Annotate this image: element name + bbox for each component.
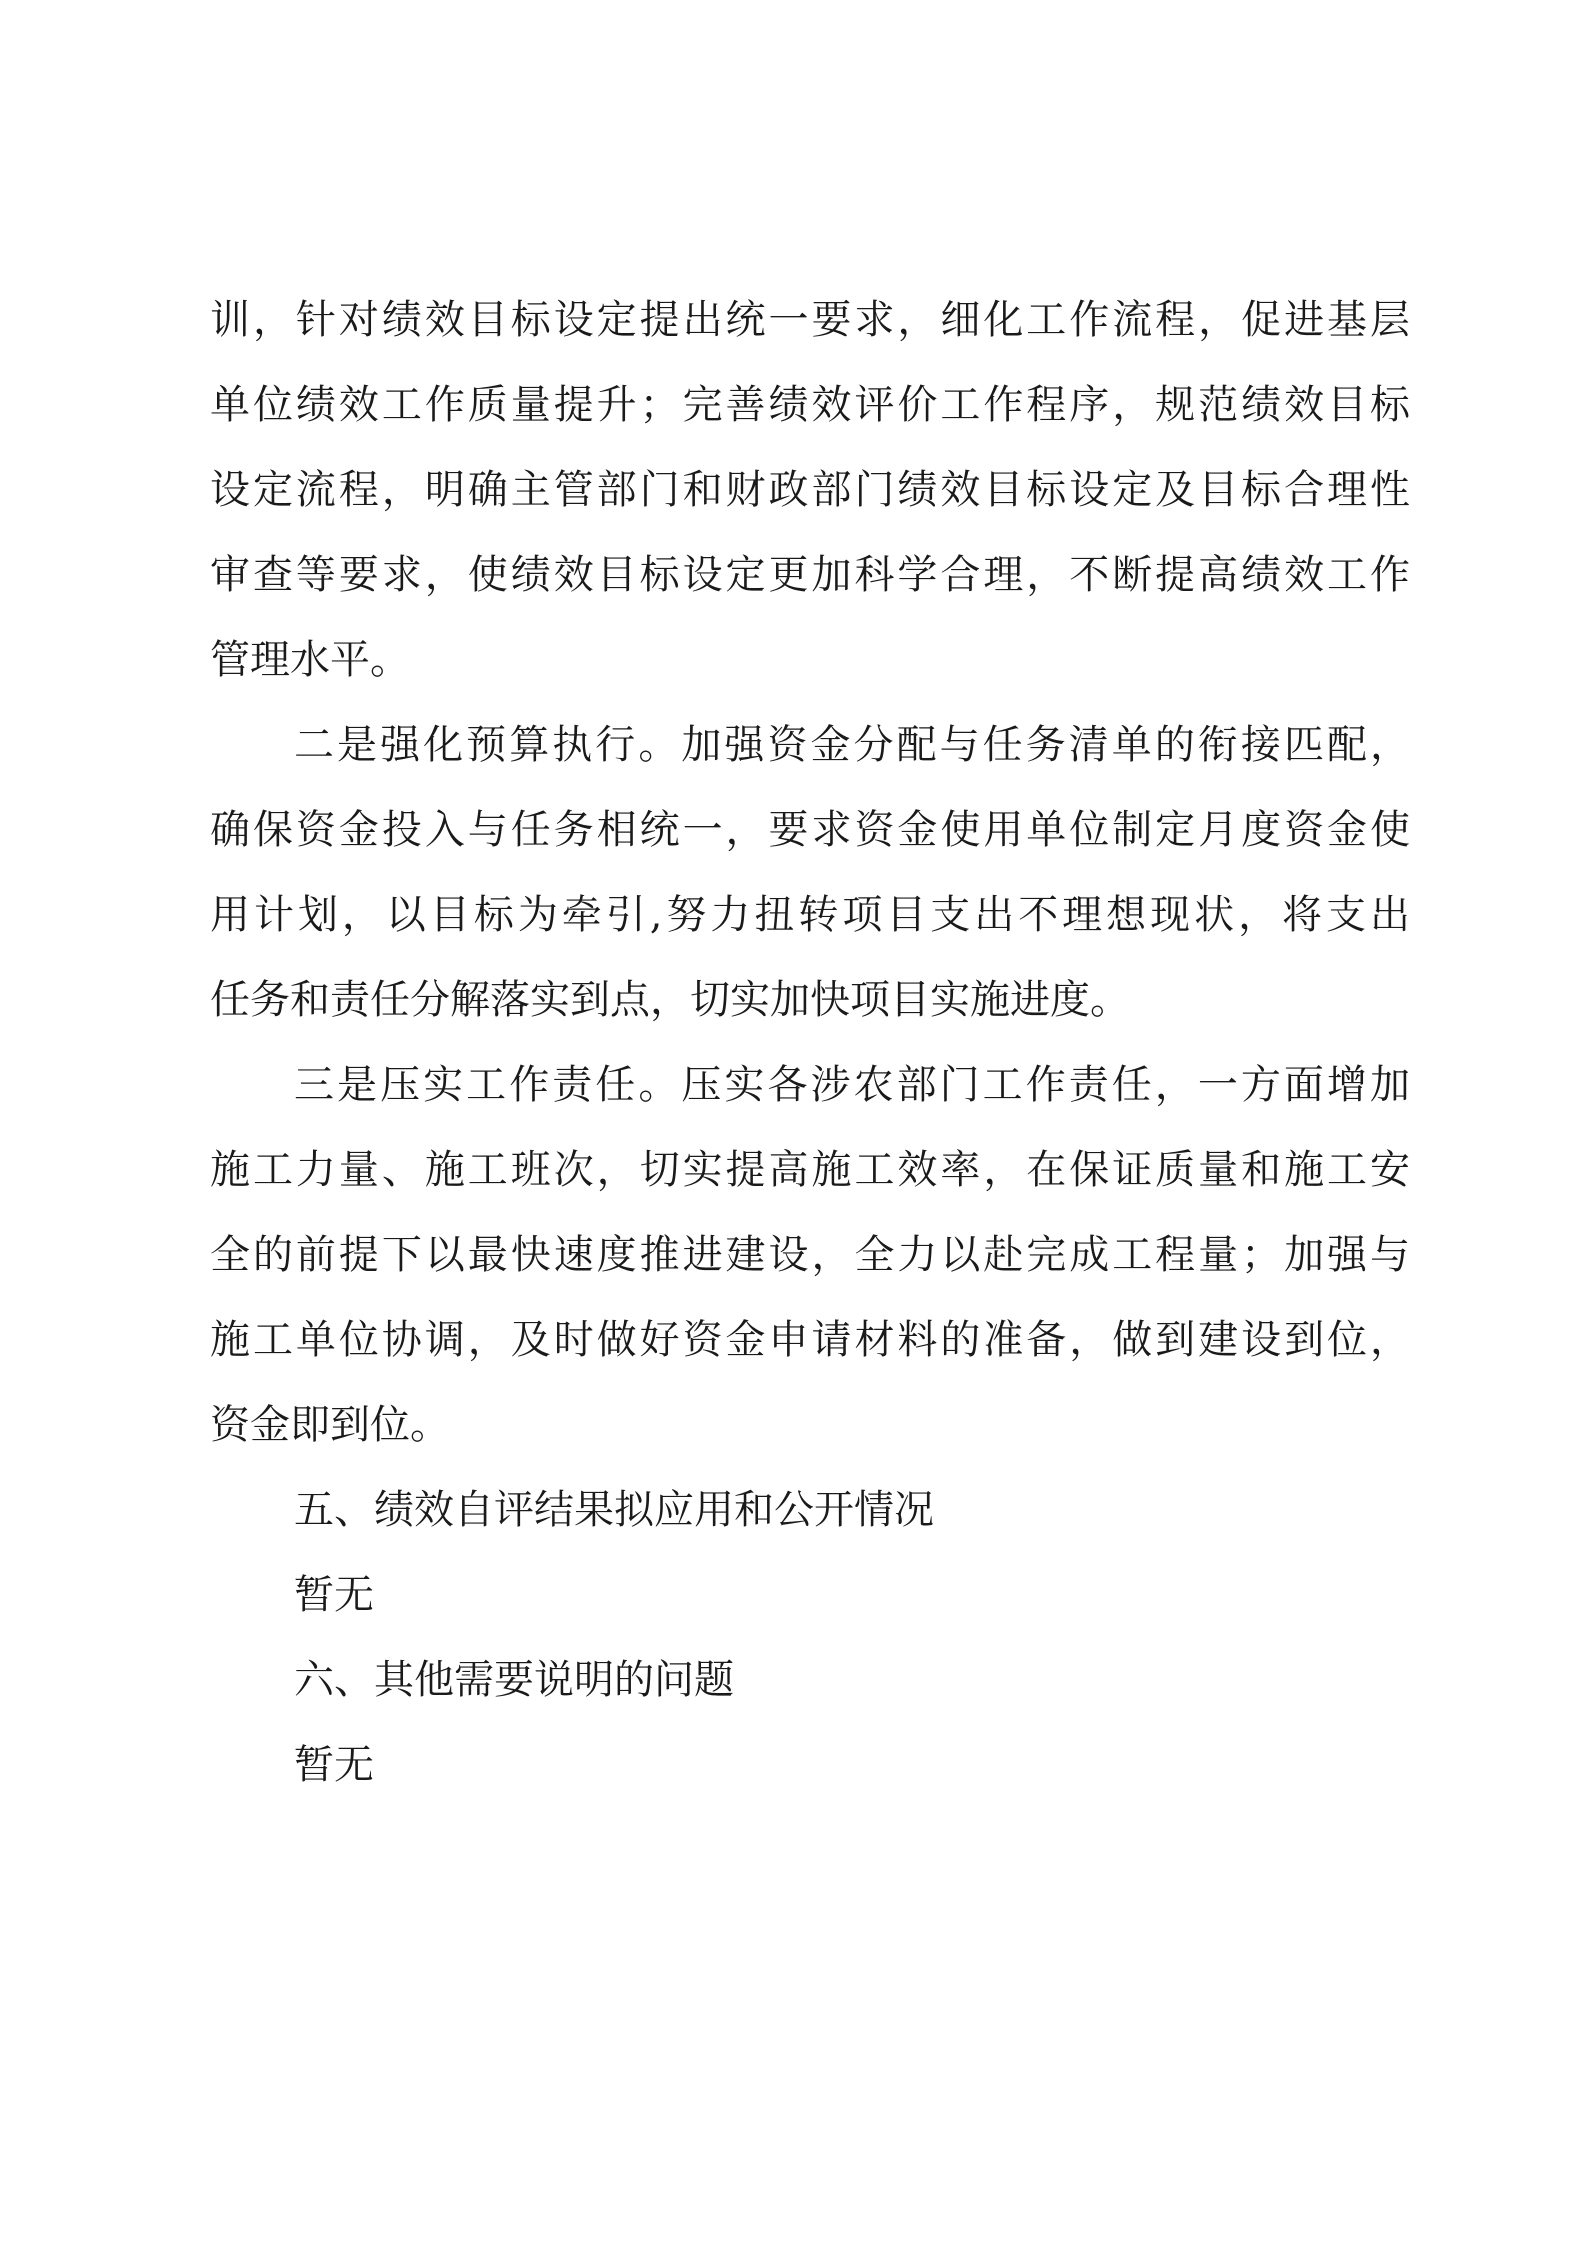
paragraph3-lead: 三是压实工作责任。 (294, 1062, 682, 1108)
paragraph1-line-4: 审查等要求，使绩效目标设定更加科学合理，不断提高绩效工作 (210, 552, 1410, 598)
section5-heading: 五、绩效自评结果拟应用和公开情况 (294, 1487, 934, 1533)
paragraph2-line-4: 任务和责任分解落实到点，切实加快项目实施进度。 (210, 977, 1130, 1023)
section5-body: 暂无 (294, 1572, 374, 1618)
paragraph2-lead: 二是强化预算执行。 (294, 722, 682, 768)
paragraph2-line-1 (294, 721, 1410, 769)
section6-heading: 六、其他需要说明的问题 (294, 1657, 734, 1703)
paragraph1-line-2: 单位绩效工作质量提升；完善绩效评价工作程序，规范绩效目标 (210, 382, 1410, 428)
paragraph1-line-3: 设定流程，明确主管部门和财政部门绩效目标设定及目标合理性 (210, 467, 1410, 513)
paragraph2-line-1-rest: 加强资金分配与任务清单的衔接匹配， (681, 722, 1411, 768)
paragraph2-line-2: 确保资金投入与任务相统一，要求资金使用单位制定月度资金使 (210, 807, 1410, 853)
section6-body: 暂无 (294, 1742, 374, 1788)
paragraph1-line-1: 训，针对绩效目标设定提出统一要求，细化工作流程，促进基层 (210, 297, 1410, 343)
paragraph3-line-1-rest: 压实各涉农部门工作责任，一方面增加 (681, 1062, 1411, 1108)
paragraph1-line-5: 管理水平。 (210, 637, 410, 683)
paragraph3-line-4: 施工单位协调，及时做好资金申请材料的准备，做到建设到位， (210, 1317, 1410, 1363)
paragraph3-line-1 (294, 1061, 1410, 1109)
paragraph3-line-2: 施工力量、施工班次，切实提高施工效率，在保证质量和施工安 (210, 1147, 1410, 1193)
paragraph3-line-5: 资金即到位。 (210, 1402, 450, 1448)
paragraph2-line-3: 用计划，以目标为牵引,努力扭转项目支出不理想现状，将支出 (210, 892, 1410, 938)
paragraph3-line-3: 全的前提下以最快速度推进建设，全力以赴完成工程量；加强与 (210, 1232, 1410, 1278)
